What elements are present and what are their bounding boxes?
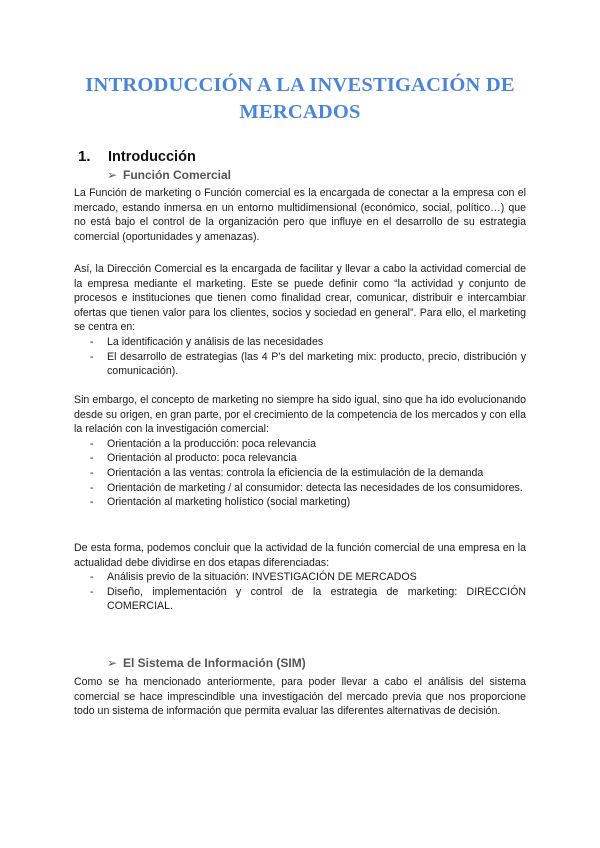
list-item-text: Orientación al producto: poca relevancia (107, 452, 297, 465)
dash-bullet: - (90, 585, 94, 598)
list-necesidades (74, 335, 526, 379)
paragraph-text: De esta forma, podemos concluir que la actividad de la función comercial de una empresa en la actualidad debe dividirse en dos etapas diferenciadas: (74, 542, 526, 569)
paragraph-text: La Función de marketing o Función comercial es la encargada de conectar a la empresa con el mercado, estando inmersa en un entorno multidimensional (económico, social, político…) que no está bajo el control de la organización pero que influye en el desarrollo de su estrategia comercial (oportunidades y amenazas). (74, 187, 526, 243)
paragraph-5 (74, 675, 526, 719)
list-etapas (74, 570, 526, 614)
dash-bullet: - (90, 452, 94, 465)
list-item-text: El desarrollo de estrategias (las 4 P's del marketing mix: producto, precio, distribución y comunicación). (107, 350, 526, 378)
list-item-text: La identificación y análisis de las necesidades (107, 335, 324, 348)
list-item-text: Orientación al marketing holístico (social marketing) (107, 496, 351, 509)
list-item (74, 466, 526, 481)
paragraph-3 (74, 393, 526, 510)
dash-bullet: - (90, 335, 94, 348)
paragraph-2 (74, 262, 526, 379)
list-item-text: Análisis previo de la situación: INVESTIGACIÓN DE MERCADOS (107, 571, 417, 584)
paragraph-4 (74, 541, 526, 614)
section-number: 1. (78, 148, 91, 165)
list-item (74, 495, 526, 510)
section-title: Introducción (108, 149, 196, 165)
list-item (74, 570, 526, 585)
list-item-text: Orientación a la producción: poca relevancia (107, 437, 317, 450)
dash-bullet: - (90, 481, 94, 494)
list-item (74, 585, 526, 614)
paragraph-text: Como se ha mencionado anteriormente, para poder llevar a cabo el análisis del sistema comercial se hace imprescindible una investigación del mercado previa que nos proporcione todo un sistema de información que permita evaluar las diferentes alternativas de decisión. (74, 676, 526, 718)
dash-bullet: - (90, 350, 94, 363)
dash-bullet: - (90, 571, 94, 584)
list-item (74, 451, 526, 466)
subsection-heading-funcion-comercial (107, 168, 231, 182)
list-item-text: Diseño, implementación y control de la estrategia de marketing: DIRECCIÓN COMERCIAL. (107, 585, 526, 613)
list-item (74, 335, 526, 350)
subsection-title: El Sistema de Información (SIM) (123, 656, 306, 670)
list-item-text: Orientación de marketing / al consumidor: detecta las necesidades de los consumidores. (107, 481, 523, 494)
list-orientaciones (74, 437, 526, 510)
dash-bullet: - (90, 466, 94, 479)
title-line-1: INTRODUCCIÓN A LA INVESTIGACIÓN DE (85, 74, 515, 96)
arrow-bullet-icon: ➢ (107, 656, 118, 670)
subsection-title: Función Comercial (123, 168, 232, 182)
paragraph-text: Así, la Dirección Comercial es la encargada de facilitar y llevar a cabo la actividad comercial de la empresa mediante el marketing. Este se puede definir como “la actividad y conjunto de procesos e instituciones que tienen como finalidad crear, comunicar, distribuir e intercambiar ofertas que tienen valor para los clientes, socios y sociedad en general”. Para ello, el marketing se centra en: (74, 263, 526, 334)
document-title (60, 72, 540, 126)
paragraph-1 (74, 186, 526, 244)
list-item (74, 481, 526, 496)
list-item (74, 437, 526, 452)
list-item (74, 350, 526, 379)
list-item-text: Orientación a las ventas: controla la eficiencia de la estimulación de la demanda (107, 466, 484, 479)
paragraph-text: Sin embargo, el concepto de marketing no siempre ha sido igual, sino que ha ido evolucionando desde su origen, en gran parte, por el crecimiento de la competencia de los mercados y con ella la relación con la investigación comercial: (74, 394, 526, 436)
dash-bullet: - (90, 437, 94, 450)
section-heading (78, 148, 196, 165)
subsection-heading-sim (107, 656, 306, 670)
dash-bullet: - (90, 496, 94, 509)
title-line-2: MERCADOS (239, 101, 361, 123)
arrow-bullet-icon: ➢ (107, 168, 118, 182)
